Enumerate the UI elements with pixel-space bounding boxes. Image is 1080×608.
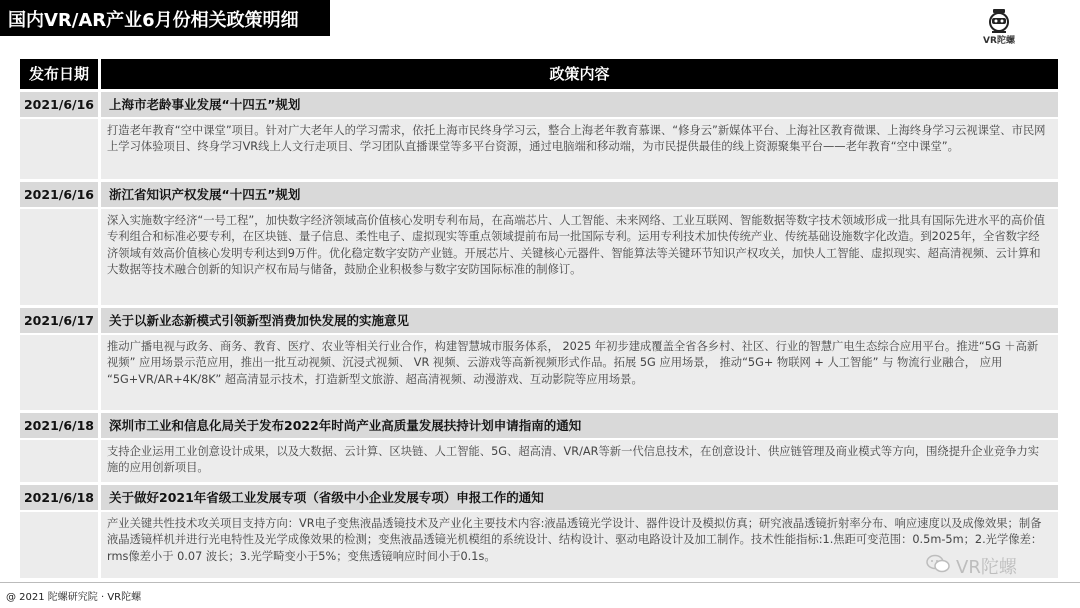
row-body: 产业关键共性技术攻关项目支持方向：VR电子变焦液晶透镜技术及产业化主要技术内容:液晶透镜光学设计、器件设计及模拟仿真；研究液晶透镜折射率分布、响应速度以及成像效果；制备液晶透镜样机并进行光电特性及光学成像效果的检测；变焦液晶透镜光机模组的系统设计、结构设计、驱动电路设计及加工制作。技术性能指标:1.焦距可变范围：0.5m-5m；2.光学像差： rms像差小于 0.07 波长；3.光学畸变小于5%；变焦透镜响应时间小于0.1s。 (101, 512, 1058, 578)
vr-robot-logo-icon (986, 8, 1012, 36)
row-side (20, 335, 98, 410)
row-side (20, 209, 98, 305)
row-date: 2021/6/17 (20, 308, 98, 333)
row-title: 浙江省知识产权发展“十四五”规划 (101, 182, 1058, 207)
row-title: 上海市老龄事业发展“十四五”规划 (101, 92, 1058, 117)
row-date: 2021/6/18 (20, 413, 98, 438)
row-title: 关于以新业态新模式引领新型消费加快发展的实施意见 (101, 308, 1058, 333)
row-title: 关于做好2021年省级工业发展专项（省级中小企业发展专项）申报工作的通知 (101, 485, 1058, 510)
row-body: 推动广播电视与政务、商务、教育、医疗、农业等相关行业合作，构建智慧城市服务体系， 2025 年初步建成覆盖全省各乡村、社区、行业的智慧广电生态综合应用平台。推进“5G ＋高新视频” 应用场景示范应用，推出一批互动视频、沉浸式视频、 VR 视频、云游戏等高新视频形式作品。拓展 5G 应用场景， 推动“5G+ 物联网 + 人工智能” 与 物流行业融合， 应用 “5G+VR/AR+4K/8K” 超高清显示技术，打造新型文旅游、超高清视频、动漫游戏、互动影院等应用场景。 (101, 335, 1058, 410)
row-body: 打造老年教育“空中课堂”项目。针对广大老年人的学习需求，依托上海市民终身学习云，整合上海老年教育慕课、“修身云”新媒体平台、上海社区教育微课、上海终身学习云视课堂、市民网上学习体验项目、终身学习VR线上人文行走项目、学习团队直播课堂等多平台资源，通过电脑端和移动端，为市民提供最佳的线上资源聚集平台——老年教育“空中课堂”。 (101, 119, 1058, 179)
watermark (926, 552, 1056, 578)
row-side (20, 440, 98, 482)
watermark-text: VR陀螺 (956, 557, 1017, 578)
logo-text: VR陀螺 (983, 36, 1015, 46)
header-content: 政策内容 (101, 59, 1058, 89)
footer-divider (0, 582, 1080, 583)
row-side (20, 119, 98, 179)
row-body: 深入实施数字经济“一号工程”，加快数字经济领域高价值核心发明专利布局，在高端芯片、人工智能、未来网络、工业互联网、智能数据等数字技术领域形成一批具有国际先进水平的高价值专利组合和标准必要专利，在区块链、量子信息、柔性电子、虚拟现实等重点领域提前布局一批国际专利。运用专利技术加快传统产业、传统基础设施数字化改造。到2025年，全省数字经济领域有效高价值核心发明专利达到9万件。优化稳定数字安防产业链。开展芯片、关键核心元器件、智能算法等关键环节知识产权攻关，加快人工智能、虚拟现实、超高清视频、云计算和大数据等技术融合创新的知识产权布局与储备，鼓励企业积极参与数字安防国际标准的制修订。 (101, 209, 1058, 305)
header-date: 发布日期 (20, 59, 98, 89)
row-date: 2021/6/18 (20, 485, 98, 510)
row-date: 2021/6/16 (20, 182, 98, 207)
page-title: 国内VR/AR产业6月份相关政策明细 (8, 10, 299, 31)
footer-copyright: @ 2021 陀螺研究院 · VR陀螺 (6, 592, 142, 603)
row-date: 2021/6/16 (20, 92, 98, 117)
brand-logo (974, 8, 1024, 52)
row-title: 深圳市工业和信息化局关于发布2022年时尚产业高质量发展扶持计划申请指南的通知 (101, 413, 1058, 438)
wechat-icon (926, 554, 950, 574)
row-side (20, 512, 98, 578)
page-title-bar (0, 0, 330, 36)
row-body: 支持企业运用工业创意设计成果，以及大数据、云计算、区块链、人工智能、5G、超高清、VR/AR等新一代信息技术，在创意设计、供应链管理及商业模式等方向，围绕提升企业竞争力实施的应用创新项目。 (101, 440, 1058, 482)
